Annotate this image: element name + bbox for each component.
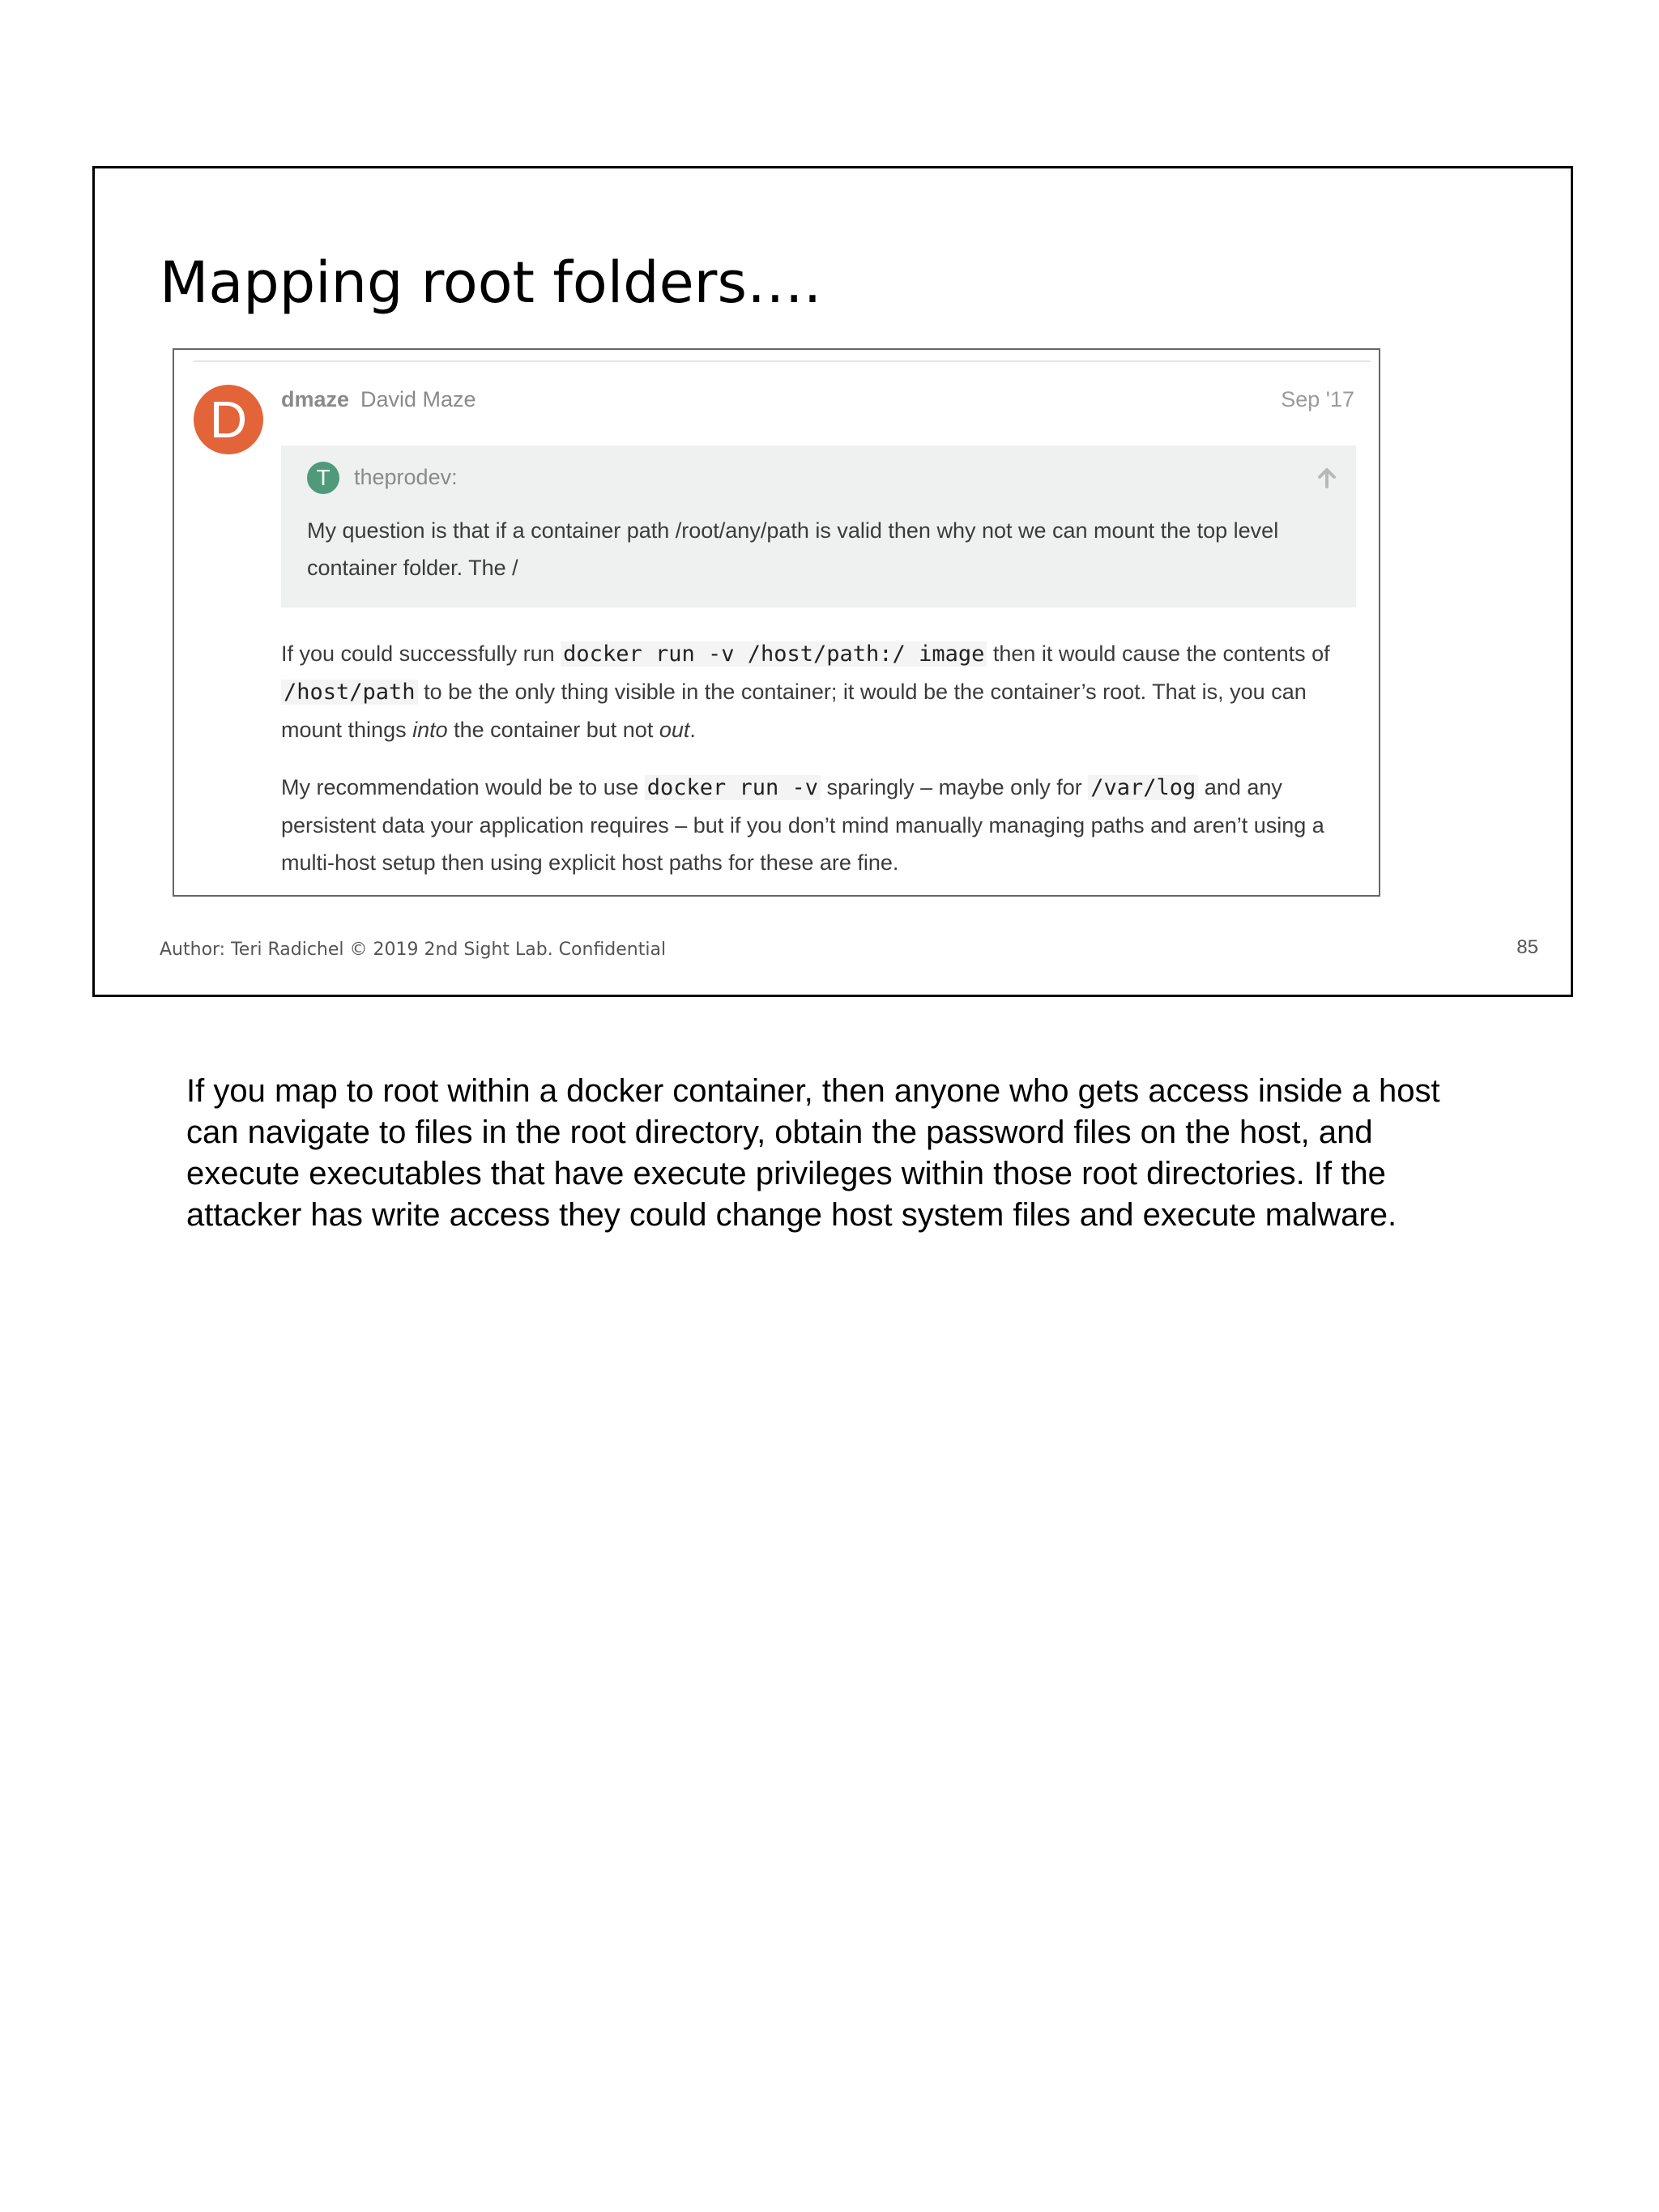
text-run: My recommendation would be to use: [281, 775, 645, 799]
quote-username: theprodev:: [354, 465, 458, 489]
forum-post-screenshot: [173, 348, 1380, 897]
avatar: D: [194, 385, 263, 454]
text-run: to be the only thing visible in the container; it would be the container’s root. That is, you can mount things: [281, 680, 1307, 742]
emphasis: out: [659, 718, 690, 742]
text-run: the container but not: [447, 718, 659, 742]
post-fullname: David Maze: [360, 387, 476, 411]
text-run: and any persistent data your application requires – but if you don’t mind manually managing paths and aren’t using a multi-host setup then using explicit host paths for these are fine.: [281, 775, 1324, 875]
post-paragraph-1: [281, 635, 1342, 748]
text-run: .: [689, 718, 696, 742]
speaker-notes: If you map to root within a docker container, then anyone who gets access inside a host can navigate to files in the root directory, obtain the password files on the host, and execute executables that have execute privileges within those root directories. If the attacker has write access they could change host system files and execute malware.: [186, 1073, 1440, 1233]
slide-number: 85: [1516, 936, 1538, 958]
quote-block: [281, 445, 1356, 607]
inline-code: docker run -v: [645, 775, 821, 800]
inline-code: docker run -v /host/path:/ image: [561, 641, 987, 667]
emphasis: into: [412, 718, 448, 742]
slide-footer: Author: Teri Radichel © 2019 2nd Sight Lab. Confidential: [160, 940, 667, 960]
text-run: then it would cause the contents of: [987, 641, 1330, 666]
post-username: dmaze: [281, 387, 350, 411]
slide-title: Mapping root folders….: [160, 249, 822, 316]
inline-code: /var/log: [1088, 775, 1198, 800]
quote-text: My question is that if a container path /root/any/path is valid then why not we can mount the top level container folder. The /: [307, 518, 1279, 580]
post-date: Sep '17: [1281, 387, 1354, 411]
slide: [92, 166, 1573, 997]
quote-avatar: T: [307, 462, 339, 494]
inline-code: /host/path: [281, 680, 418, 705]
divider: [194, 360, 1371, 362]
post-paragraph-2: [281, 769, 1342, 881]
text-run: If you could successfully run: [281, 641, 561, 666]
text-run: sparingly – maybe only for: [821, 775, 1089, 799]
arrow-up-icon: [1316, 467, 1338, 489]
